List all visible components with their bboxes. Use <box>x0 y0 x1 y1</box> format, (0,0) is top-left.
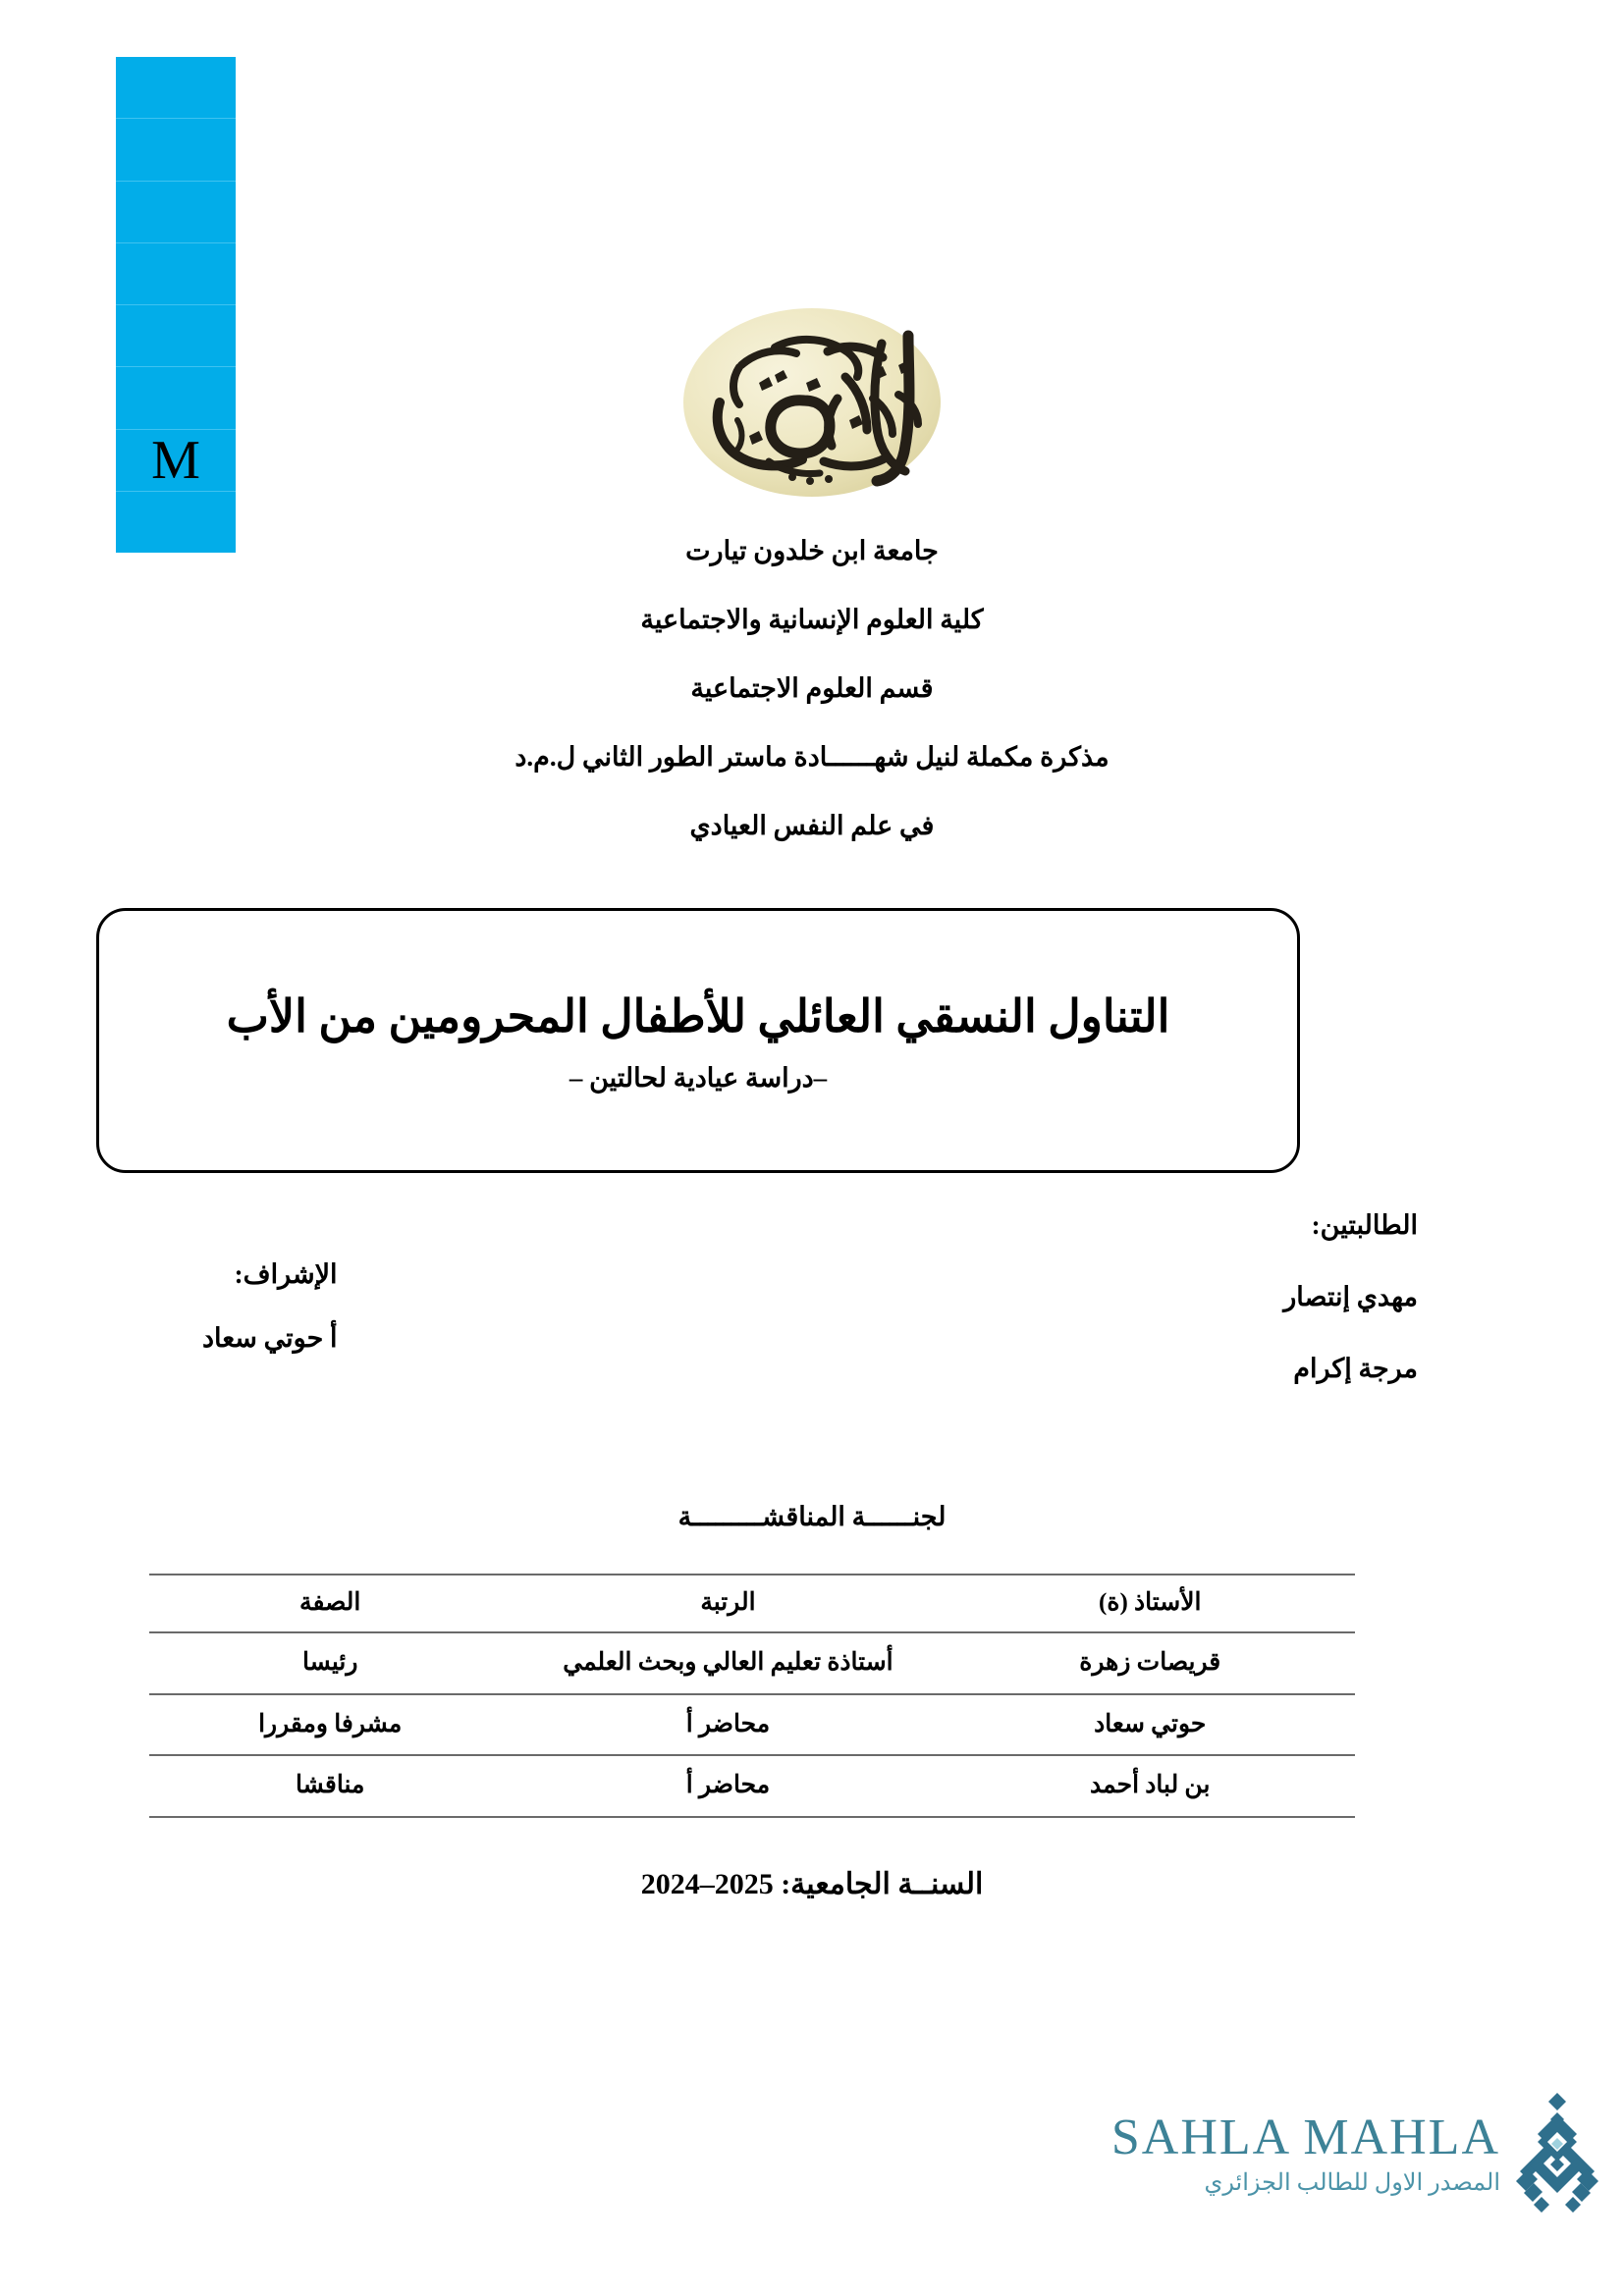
student-name: مرجة إكرام <box>1293 1354 1418 1383</box>
cell-professor: بن لباد أحمد <box>945 1755 1355 1817</box>
column-header-role: الصفة <box>149 1575 511 1632</box>
department-name: قسم العلوم الاجتماعية <box>690 673 934 703</box>
committee-table <box>149 1574 1355 1818</box>
degree-statement: مذكرة مكملة لنيل شهــــــادة ماستر الطور الثاني ل.م.د <box>514 742 1110 772</box>
students-group <box>1283 1212 1418 1382</box>
cell-role: مناقشا <box>149 1755 511 1817</box>
marker-letter: M <box>151 429 200 491</box>
watermark-subtitle: المصدر الاول للطالب الجزائري <box>1204 2170 1500 2196</box>
academic-year-value: 2024–2025 <box>640 1868 774 1900</box>
university-logo-wrap <box>0 304 1624 501</box>
thesis-title-box <box>96 908 1300 1173</box>
amazigh-diamond-icon <box>1510 2091 1604 2216</box>
side-table-cell <box>116 243 236 305</box>
side-table-cell <box>116 182 236 243</box>
student-name: مهدي إنتصار <box>1283 1282 1418 1311</box>
students-label: الطالبتين: <box>1311 1210 1418 1240</box>
side-table-cell <box>116 57 236 119</box>
table-header-row <box>149 1575 1355 1632</box>
cell-rank: محاضر أ <box>511 1755 945 1817</box>
table-row <box>149 1632 1355 1694</box>
table-row <box>149 1694 1355 1756</box>
side-table-cell <box>116 119 236 181</box>
sahla-mahla-watermark <box>1094 2091 1604 2238</box>
watermark-title: SAHLA MAHLA <box>1110 2109 1500 2165</box>
specialty-name: في علم النفس العيادي <box>689 811 935 840</box>
cell-rank: محاضر أ <box>511 1694 945 1756</box>
university-logo <box>680 304 944 501</box>
cell-professor: قريصات زهرة <box>945 1632 1355 1694</box>
supervisor-label: الإشراف: <box>234 1259 338 1289</box>
university-name: جامعة ابن خلدون تيارت <box>685 536 939 565</box>
supervisor-group <box>202 1261 338 1352</box>
academic-year-label: السنــة الجامعية: <box>781 1868 984 1900</box>
thesis-title: التناول النسقي العائلي للأطفال المحرومين من الأب <box>226 990 1170 1041</box>
people-block <box>96 1212 1528 1438</box>
supervisor-name: أ حوتي سعاد <box>202 1323 338 1353</box>
column-header-rank: الرتبة <box>511 1575 945 1632</box>
table-row <box>149 1755 1355 1817</box>
column-header-professor: الأستاذ (ة) <box>945 1575 1355 1632</box>
cell-professor: حوتي سعاد <box>945 1694 1355 1756</box>
academic-year-line <box>0 1867 1624 1901</box>
committee-heading: لجنــــــة المناقشـــــــــة <box>677 1502 947 1531</box>
cell-role: رئيسا <box>149 1632 511 1694</box>
faculty-name: كلية العلوم الإنسانية والاجتماعية <box>640 605 984 634</box>
institution-header <box>0 538 1624 839</box>
cell-rank: أستاذة تعليم العالي وبحث العلمي <box>511 1632 945 1694</box>
cell-role: مشرفا ومقررا <box>149 1694 511 1756</box>
thesis-subtitle: –دراسة عيادية لحالتين – <box>568 1063 828 1094</box>
